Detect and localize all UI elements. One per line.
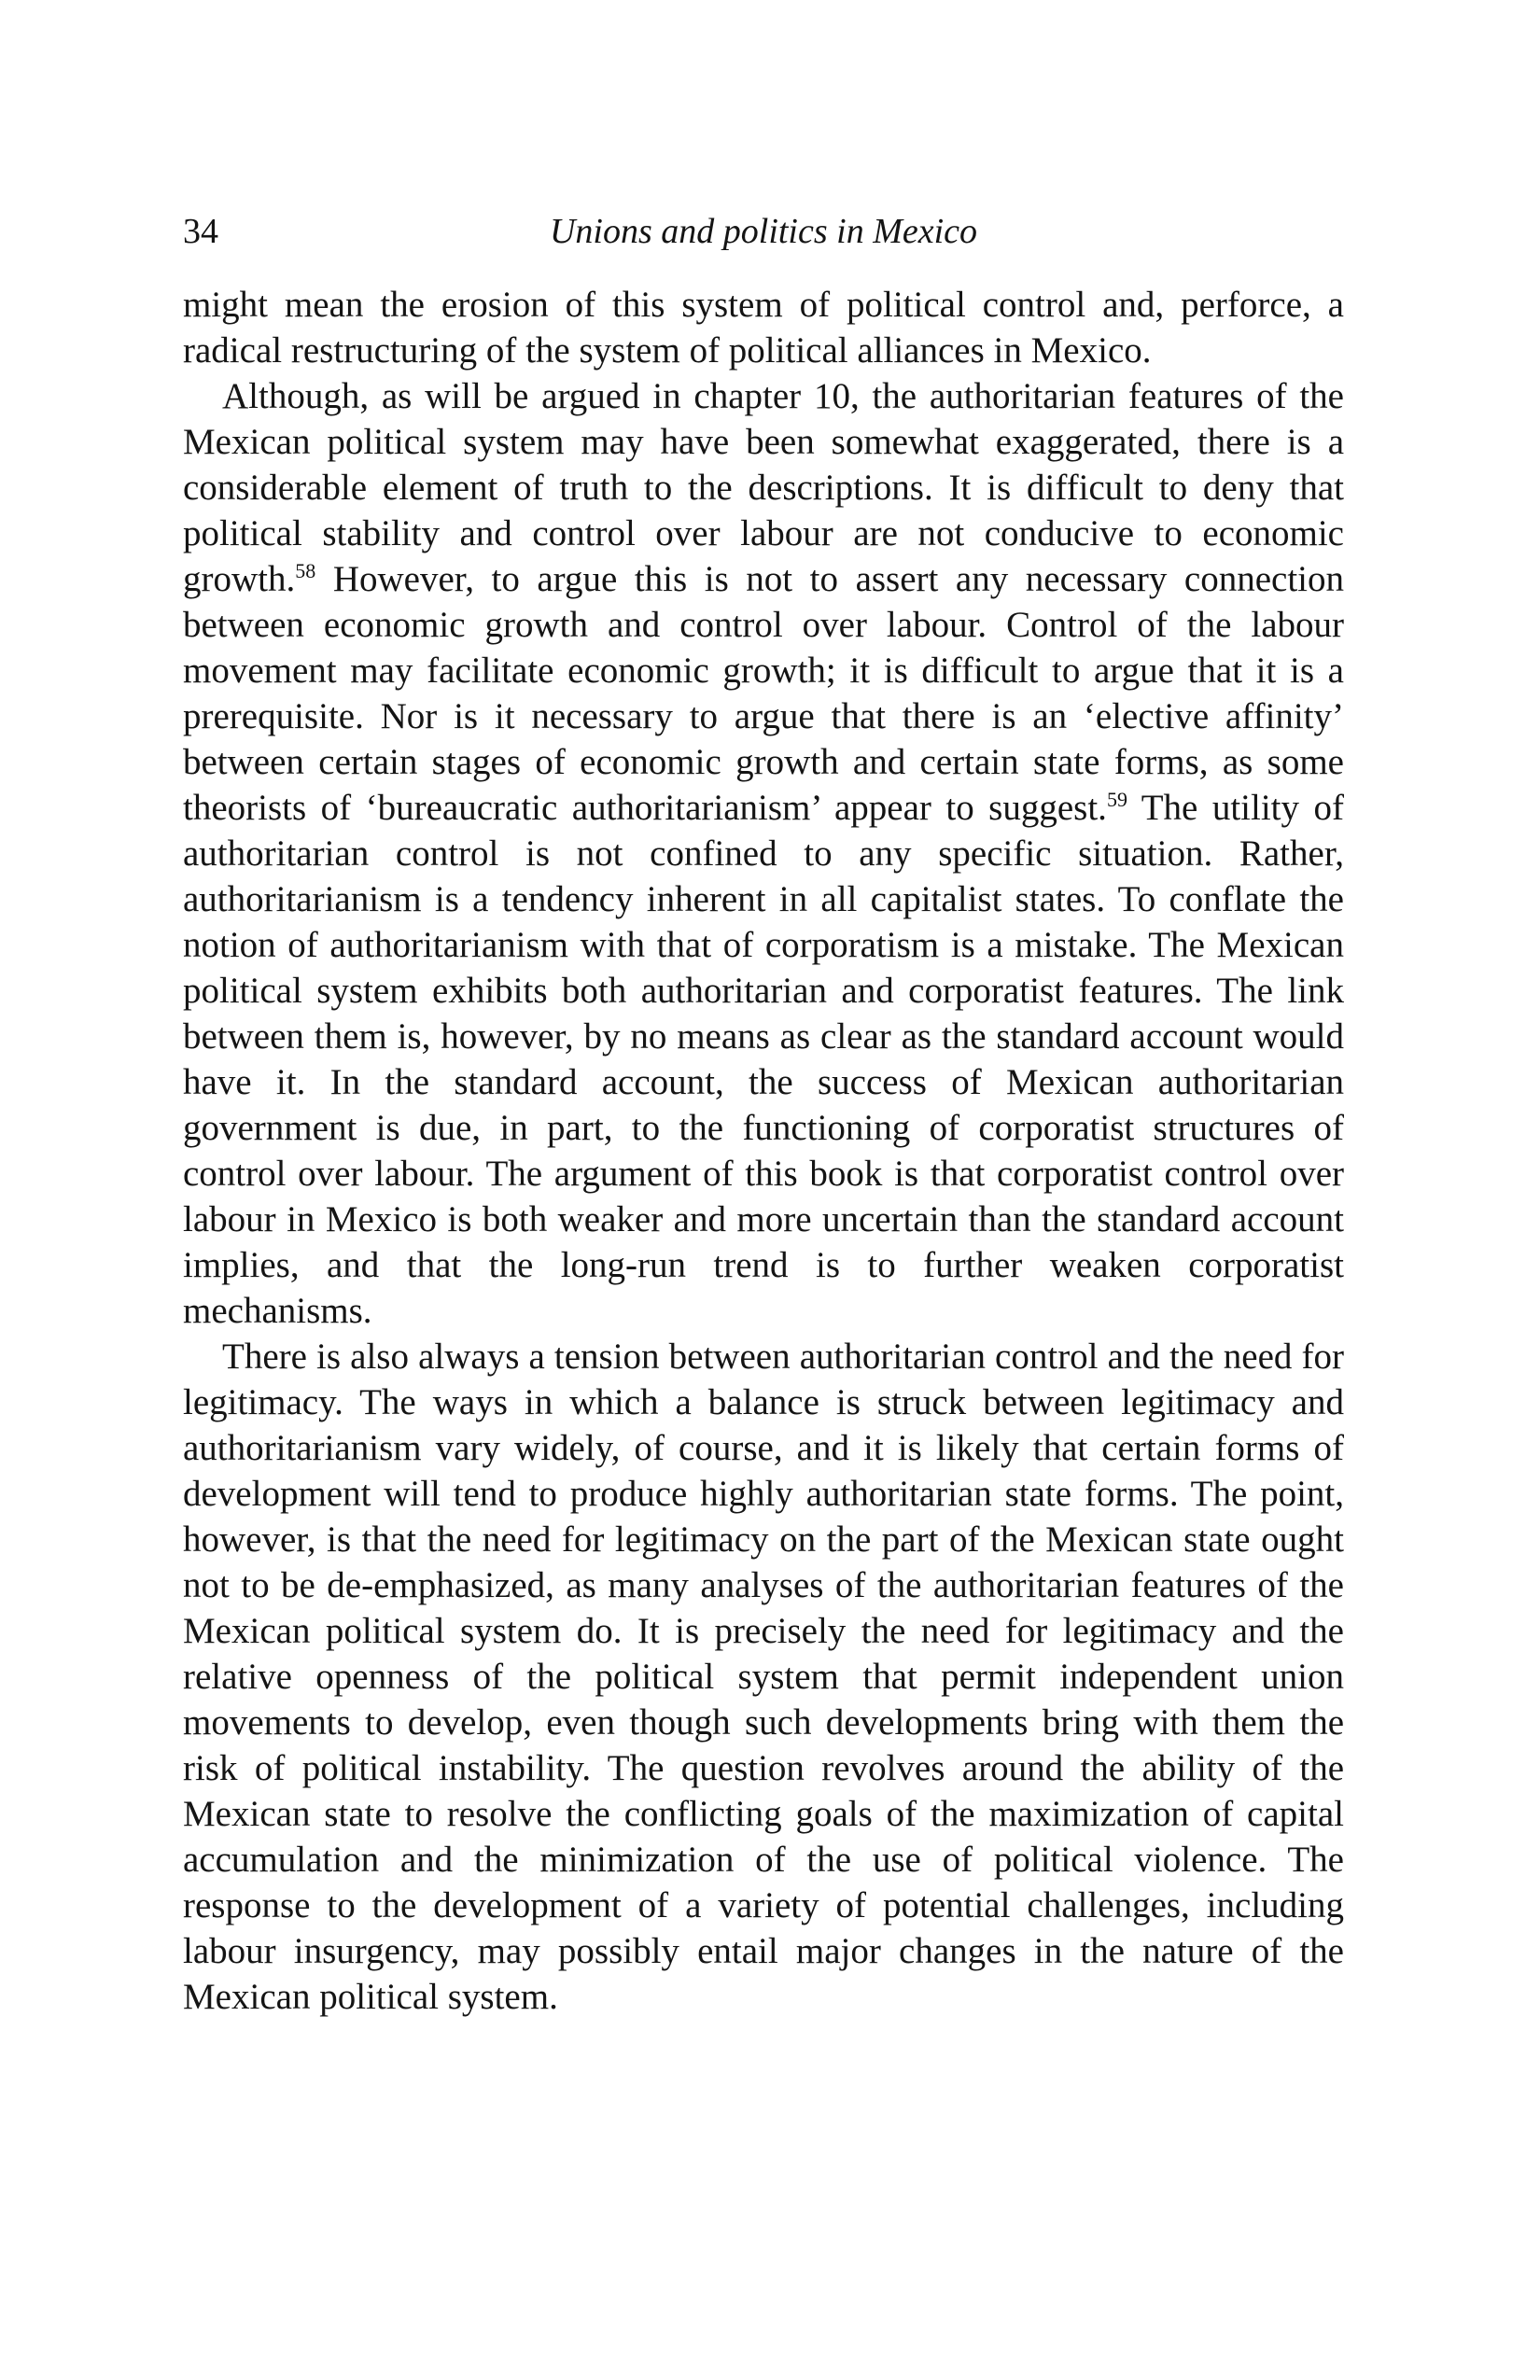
running-title: Unions and politics in Mexico [549, 212, 978, 251]
paragraph-2-text-a: Although, as will be argued in chapter 10, the authoritarian features of the Mexican political system may have been somewhat exaggerated, there is a considerable element of truth to the descriptions. It is difficult to deny that political stability and control over labour are not conducive to economic growth. [183, 376, 1344, 599]
footnote-ref-58: 58 [295, 559, 316, 582]
paragraph-3 [183, 1334, 1344, 2020]
paragraph-2-text-b: However, to argue this is not to assert any necessary connection between economic growth and control over labour. Control of the labour movement may facilitate economic growth; it is difficult to argue that it is a prerequisite. Nor is it necessary to argue that there is an ‘elective affinity’ between certain stages of economic growth and certain state forms, as some theorists of ‘bureaucratic authoritarianism’ appear to suggest. [183, 559, 1345, 828]
paragraph-2 [183, 373, 1344, 1334]
paragraph-1-text: might mean the erosion of this system of political control and, perforce, a radical restructuring of the system of political alliances in Mexico. [183, 285, 1344, 371]
paragraph-3-text: There is also always a tension between authoritarian control and the need for legitimacy. The ways in which a balance is struck between legitimacy and authoritarianism vary widely, of course, and it is likely that certain forms of development will tend to produce highly authoritarian state forms. The point, however, is that the need for legitimacy on the part of the Mexican state ought not to be de-emphasized, as many analyses of the authoritarian features of the Mexican political system do. It is precisely the need for legitimacy and the relative openness of the political system that permit independent union movements to develop, even though such developments bring with them the risk of political instability. The question revolves around the ability of the Mexican state to resolve the conflicting goals of the maximization of capital accumulation and the minimization of the use of political violence. The response to the development of a variety of potential challenges, including labour insurgency, may possibly entail major changes in the nature of the Mexican political system. [183, 1337, 1344, 2017]
book-page [183, 211, 1344, 2020]
footnote-ref-59: 59 [1106, 788, 1127, 811]
paragraph-1 [183, 282, 1344, 373]
paragraph-2-text-c: The utility of authoritarian control is not confined to any specific situation. Rather, authoritarianism is a tendency inherent in all capitalist states. To conflate the notion of authoritarianism with that of corporatism is a mistake. The Mexican political system exhibits both authoritarian and corporatist features. The link between them is, however, by no means as clear as the standard account would have it. In the standard account, the success of Mexican authoritarian government is due, in part, to the functioning of corporatist structures of control over labour. The argument of this book is that corporatist control over labour in Mexico is both weaker and more uncertain than the standard account implies, and that the long-run trend is to further weaken corporatist mechanisms. [183, 788, 1344, 1331]
body-text [183, 282, 1344, 2020]
running-head [183, 211, 1344, 263]
page-number: 34 [183, 212, 218, 251]
